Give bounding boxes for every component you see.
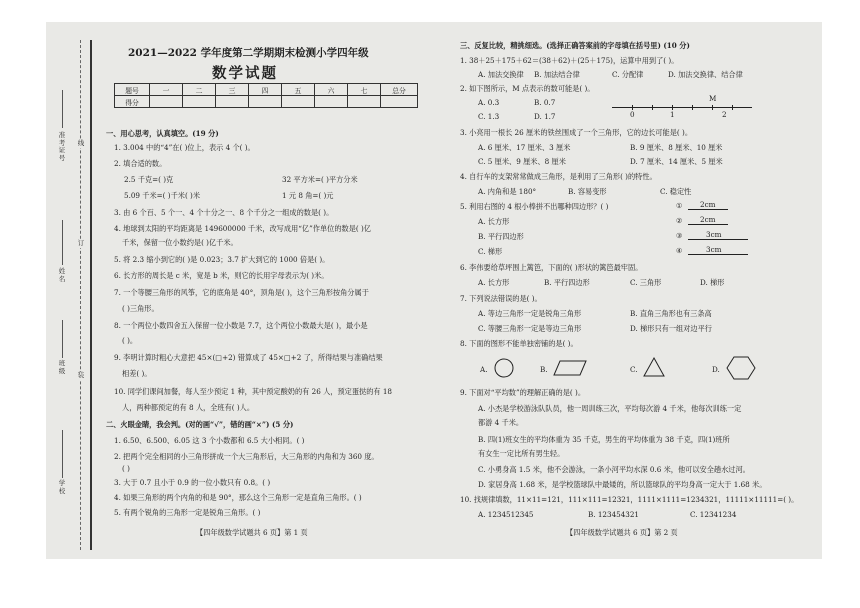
stick-4-number: ④	[676, 246, 683, 255]
choice-7: 7. 下列说法错误的是( )。	[460, 294, 542, 303]
choice-4: 4. 自行车的支架常常做成三角形，是利用了三角形( )的特性。	[460, 172, 657, 181]
choice-9-option-a: A. 小杰是学校游泳队队员，他一周训练三次，平均每次游 4 千米，他每次训练一定	[478, 404, 742, 413]
question-10-cont: 人，两种都预定的有 8 人，全班有( )人。	[122, 403, 255, 412]
choice-2-option-d: D. 1.7	[534, 112, 556, 121]
score-cell: 总分	[381, 84, 418, 96]
question-2d: 1 元 8 角=( )元	[282, 191, 334, 200]
choice-9-option-d: D. 家居身高 1.68 米，是学校篮球队中最矮的，所以篮球队的平均身高一定大于 1.68 米。	[478, 480, 767, 489]
section-3-title: 三、反复比较，精挑细选。(选择正确答案前的字母填在括号里) (10 分)	[460, 41, 690, 50]
stick-2-number: ②	[676, 216, 683, 225]
choice-8-option-a: A.	[480, 365, 488, 374]
question-2: 2. 填合适的数。	[114, 159, 167, 168]
judge-5: 5. 有两个锐角的三角形一定是锐角三角形。( )	[114, 508, 261, 517]
class-label: 班级	[58, 359, 66, 375]
section-1-title: 一、用心思考，认真填空。(19 分)	[106, 129, 219, 138]
binding-dotted-line	[80, 40, 81, 550]
school-label: 学校	[58, 479, 66, 495]
choice-2: 2. 如下图所示，M 点表示的数可能是( )。	[460, 84, 595, 93]
score-input[interactable]	[315, 96, 348, 108]
choice-6: 6. 李伟要给草坪围上篱笆，下面的( )形状的篱笆最牢固。	[460, 263, 643, 272]
choice-3-option-d: D. 7 厘米、14 厘米、5 厘米	[630, 157, 723, 166]
choice-1-option-a: A. 加法交换律	[478, 70, 524, 79]
choice-6-option-b: B. 平行四边形	[544, 278, 590, 287]
circle-shape	[492, 357, 516, 379]
choice-5-option-c: C. 梯形	[478, 247, 503, 256]
score-cell: 一	[150, 84, 183, 96]
question-1: 1. 3.004 中的“4”在( )位上，表示 4 个( )。	[114, 143, 255, 152]
parallelogram-shape	[552, 359, 588, 377]
choice-7-option-a: A. 等边三角形一定是锐角三角形	[478, 309, 582, 318]
choice-3: 3. 小亮用一根长 26 厘米的铁丝围成了一个三角形，它的边长可能是( )。	[460, 128, 693, 137]
stick-4	[688, 254, 748, 255]
judge-2-cont: ( )	[122, 464, 130, 473]
choice-1-option-c: C. 分配律	[612, 70, 644, 79]
number-line	[612, 107, 752, 108]
ding-mark: 订	[77, 239, 85, 247]
choice-4-option-b: B. 容易变形	[568, 187, 607, 196]
choice-8-option-c: C.	[630, 365, 638, 374]
triangle-shape	[642, 356, 666, 378]
choice-5-option-b: B. 平行四边形	[478, 232, 524, 241]
question-6: 6. 长方形的周长是 c 米，宽是 b 米，则它的长用字母表示为( )米。	[114, 271, 329, 280]
choice-5: 5. 利用右图的 4 根小棒拼不出哪种四边形？( )	[460, 202, 609, 211]
score-cell: 六	[315, 84, 348, 96]
score-cell: 二	[183, 84, 216, 96]
question-8: 8. 一个两位小数四舍五入保留一位小数是 7.7，这个两位小数最大是( )，最小是	[114, 321, 368, 330]
stick-1	[688, 209, 728, 210]
choice-9-option-b: B. 四(1)班女生的平均体重为 35 千克，男生的平均体重为 38 千克，四(1)班所	[478, 435, 730, 444]
page-footer-1: 【四年级数学试题共 6 页】第 1 页	[196, 528, 308, 537]
choice-1-option-d: D. 加法交换律、结合律	[668, 70, 743, 79]
choice-4-option-a: A. 内角和是 180°	[478, 187, 537, 196]
choice-10: 10. 找规律填数，11×11=121，111×111=12321，1111×1111=1234321，11111×11111=( )。	[460, 495, 799, 504]
choice-10-option-a: A. 1234512345	[478, 510, 534, 519]
exam-header: 2021—2022 学年度第二学期期末检测小学四年级	[128, 47, 369, 59]
question-4: 4. 地球到太阳的平均距离是 149600000 千米，改写成用“亿”作单位的数是( )亿	[114, 224, 371, 233]
question-10: 10. 同学们课间加餐，每人至少预定 1 种，其中预定酸奶的有 26 人，预定蛋挞的有 18	[114, 387, 393, 396]
choice-2-option-b: B. 0.7	[534, 98, 556, 107]
exam-number-label: 准考证号	[58, 131, 66, 162]
name-label: 姓名	[58, 267, 66, 283]
number-line-point-m: M	[709, 94, 717, 103]
choice-8-option-d: D.	[712, 365, 720, 374]
choice-9-option-a-cont: 都游 4 千米。	[478, 418, 524, 427]
question-2b: 32 平方米=( )平方分米	[282, 175, 358, 184]
question-4-cont: 千米，保留一位小数约是( )亿千米。	[122, 238, 238, 247]
score-input[interactable]	[348, 96, 381, 108]
choice-4-option-c: C. 稳定性	[660, 187, 692, 196]
stick-2-length: 2cm	[700, 215, 716, 224]
stick-4-length: 3cm	[706, 245, 722, 254]
choice-10-option-b: B. 123454321	[588, 510, 640, 519]
choice-8: 8. 下面的图形不能单独密铺的是( )。	[460, 339, 578, 348]
question-8-cont: ( )。	[122, 336, 138, 345]
choice-7-option-c: C. 等腰三角形一定是等边三角形	[478, 324, 582, 333]
choice-10-option-c: C. 12341234	[690, 510, 737, 519]
school-blank	[62, 430, 63, 478]
question-2c: 5.09 千米=( )千米( )米	[124, 191, 201, 200]
xian-mark: 线	[77, 139, 85, 147]
score-input[interactable]	[150, 96, 183, 108]
choice-2-option-c: C. 1.3	[478, 112, 500, 121]
score-input[interactable]	[282, 96, 315, 108]
score-table-row	[115, 84, 418, 96]
score-input[interactable]	[381, 96, 418, 108]
score-cell: 四	[249, 84, 282, 96]
number-line-tick	[652, 105, 653, 110]
question-9-cont: 相差( )。	[122, 369, 152, 378]
choice-8-option-b: B.	[540, 365, 548, 374]
section-2-title: 二、火眼金睛，我会判。(对的画“√”，错的画“×”) (5 分)	[106, 420, 294, 429]
question-7-cont: ( )三角形。	[122, 304, 159, 313]
choice-6-option-c: C. 三角形	[630, 278, 662, 287]
choice-9-option-b-cont: 有女生一定比所有男生轻。	[478, 449, 565, 458]
choice-3-option-a: A. 6 厘米、17 厘米、3 厘米	[478, 143, 571, 152]
judge-4: 4. 如果三角形的两个内角的和是 90°，那么这个三角形一定是直角三角形。( )	[114, 493, 362, 502]
hexagon-shape	[726, 355, 756, 381]
choice-1-option-b: B. 加法结合律	[534, 70, 580, 79]
question-9: 9. 李明计算时粗心大意把 45×(□+2) 错算成了 45×□+2 了，所得结果与准确结果	[114, 353, 383, 362]
score-input[interactable]	[216, 96, 249, 108]
exam-number-blank	[62, 90, 63, 128]
score-table	[114, 83, 418, 108]
zhuang-mark: 装	[77, 371, 85, 379]
stick-3	[688, 239, 748, 240]
choice-2-option-a: A. 0.3	[478, 98, 500, 107]
number-line-tick	[712, 105, 713, 110]
question-3: 3. 由 6 个百、5 个一、4 个十分之一、8 个千分之一组成的数是( )。	[114, 208, 334, 217]
judge-1: 1. 6.50、6.500、6.05 这 3 个小数都和 6.5 大小相同。( )	[114, 436, 305, 445]
exam-title: 数学试题	[212, 65, 278, 82]
choice-6-option-a: A. 长方形	[478, 278, 510, 287]
choice-3-option-c: C. 5 厘米、9 厘米、8 厘米	[478, 157, 566, 166]
number-line-tick	[692, 105, 693, 110]
score-cell: 七	[348, 84, 381, 96]
choice-7-option-b: B. 直角三角形也有三条高	[630, 309, 712, 318]
score-input[interactable]	[249, 96, 282, 108]
score-cell: 题号	[115, 84, 150, 96]
choice-1: 1. 38＋25＋175＋62＝(38＋62)＋(25＋175)，运算中用到了( )。	[460, 56, 679, 65]
judge-3: 3. 大于 0.7 且小于 0.9 的一位小数只有 0.8。( )	[114, 478, 271, 487]
question-5: 5. 将 2.3 缩小到它的( )是 0.023；3.7 扩大到它的 1000 倍是( )。	[114, 255, 330, 264]
choice-5-option-a: A. 长方形	[478, 217, 510, 226]
score-cell: 三	[216, 84, 249, 96]
number-line-label-1: 1	[670, 110, 675, 119]
judge-2: 2. 把两个完全相同的小三角形拼成一个大三角形后，大三角形的内角和为 360 度。	[114, 452, 379, 461]
choice-9: 9. 下面对“平均数”的理解正确的是( )。	[460, 388, 586, 397]
choice-7-option-d: D. 梯形只有一组对边平行	[630, 324, 712, 333]
score-input[interactable]	[183, 96, 216, 108]
question-2a: 2.5 千克=( )克	[124, 175, 174, 184]
choice-3-option-b: B. 9 厘米、8 厘米、10 厘米	[630, 143, 723, 152]
page-footer-2: 【四年级数学试题共 6 页】第 2 页	[566, 528, 678, 537]
stick-2	[688, 224, 728, 225]
class-blank	[62, 320, 63, 358]
margin-rule	[90, 40, 92, 550]
question-7: 7. 一个等腰三角形的风筝，它的底角是 40°，顶角是( )，这个三角形按角分属于	[114, 288, 369, 297]
stick-1-number: ①	[676, 201, 683, 210]
stick-1-length: 2cm	[700, 200, 716, 209]
score-cell: 五	[282, 84, 315, 96]
number-line-tick	[732, 105, 733, 110]
choice-6-option-d: D. 梯形	[700, 278, 725, 287]
number-line-label-2: 2	[722, 110, 727, 119]
name-blank	[62, 220, 63, 265]
score-cell: 得分	[115, 96, 150, 108]
choice-9-option-c: C. 小勇身高 1.5 米，他不会游泳，一条小河平均水深 0.6 米，他可以安全趟水过河。	[478, 465, 750, 474]
number-line-label-0: 0	[630, 110, 635, 119]
stick-3-length: 3cm	[706, 230, 722, 239]
score-table-row	[115, 96, 418, 108]
stick-3-number: ③	[676, 231, 683, 240]
